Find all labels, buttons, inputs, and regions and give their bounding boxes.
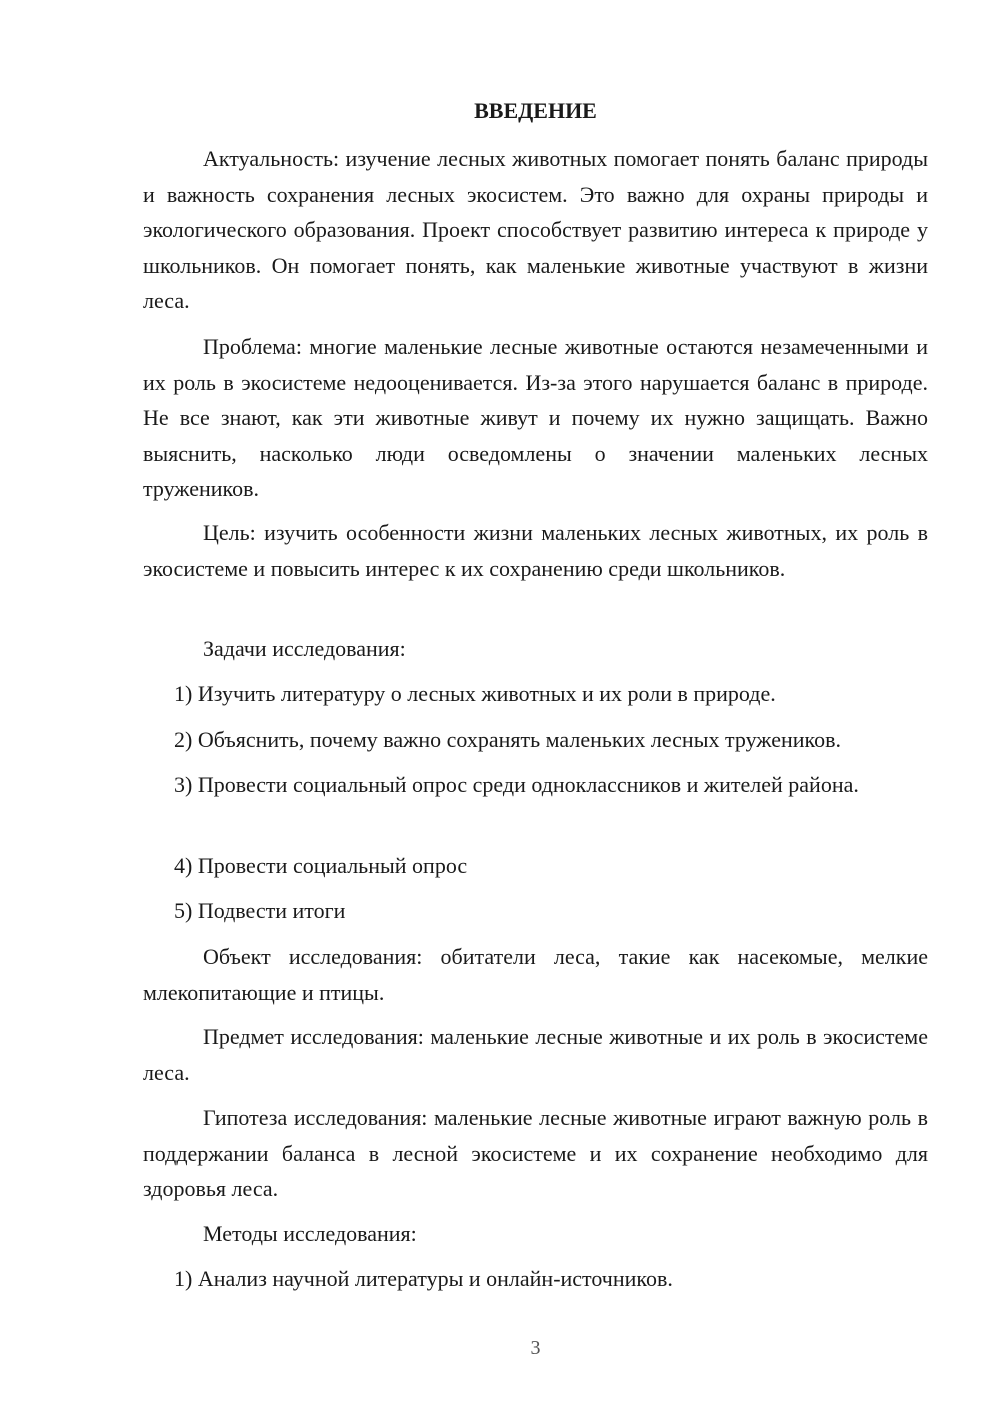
paragraph-goal: Цель: изучить особенности жизни маленьких лесных животных, их роль в экосистеме и повысить интерес к их сохранению среди школьников. bbox=[143, 520, 928, 581]
paragraph-methods-heading: Методы исследования: bbox=[203, 1221, 417, 1246]
paragraph-relevance: Актуальность: изучение лесных животных помогает понять баланс природы и важность сохранения лесных экосистем. Это важно для охраны природы и экологического образования. Проект способствует развитию интереса к природе у школьников. Он помогает понять, как маленькие животные участвуют в жизни леса. bbox=[143, 146, 928, 313]
paragraph-subject: Предмет исследования: маленькие лесные животные и их роль в экосистеме леса. bbox=[143, 1024, 928, 1085]
list-item-task-4: 4) Провести социальный опрос bbox=[174, 853, 468, 878]
list-item-task-2: 2) Объяснить, почему важно сохранять маленьких лесных тружеников. bbox=[174, 727, 841, 752]
paragraph-hypothesis: Гипотеза исследования: маленькие лесные животные играют важную роль в поддержании баланса в лесной экосистеме и их сохранение необходимо для здоровья леса. bbox=[143, 1105, 928, 1201]
list-item-task-3: 3) Провести социальный опрос среди одноклассников и жителей района. bbox=[174, 772, 859, 797]
list-item-task-1: 1) Изучить литературу о лесных животных и их роли в природе. bbox=[174, 681, 776, 706]
list-item-method-1: 1) Анализ научной литературы и онлайн-источников. bbox=[174, 1266, 673, 1291]
document-page bbox=[143, 0, 928, 1414]
paragraph-object: Объект исследования: обитатели леса, такие как насекомые, мелкие млекопитающие и птицы. bbox=[143, 944, 928, 1005]
page-title: ВВЕДЕНИЕ bbox=[474, 98, 597, 123]
list-item-task-5: 5) Подвести итоги bbox=[174, 898, 346, 923]
paragraph-problem: Проблема: многие маленькие лесные животные остаются незамеченными и их роль в экосистеме недооценивается. Из-за этого нарушается баланс в природе. Не все знают, как эти животные живут и почему их нужно защищать. Важно выяснить, насколько люди осведомлены о значении маленьких лесных тружеников. bbox=[143, 334, 928, 501]
paragraph-tasks-heading: Задачи исследования: bbox=[203, 636, 406, 661]
page-number: 3 bbox=[530, 1337, 541, 1359]
